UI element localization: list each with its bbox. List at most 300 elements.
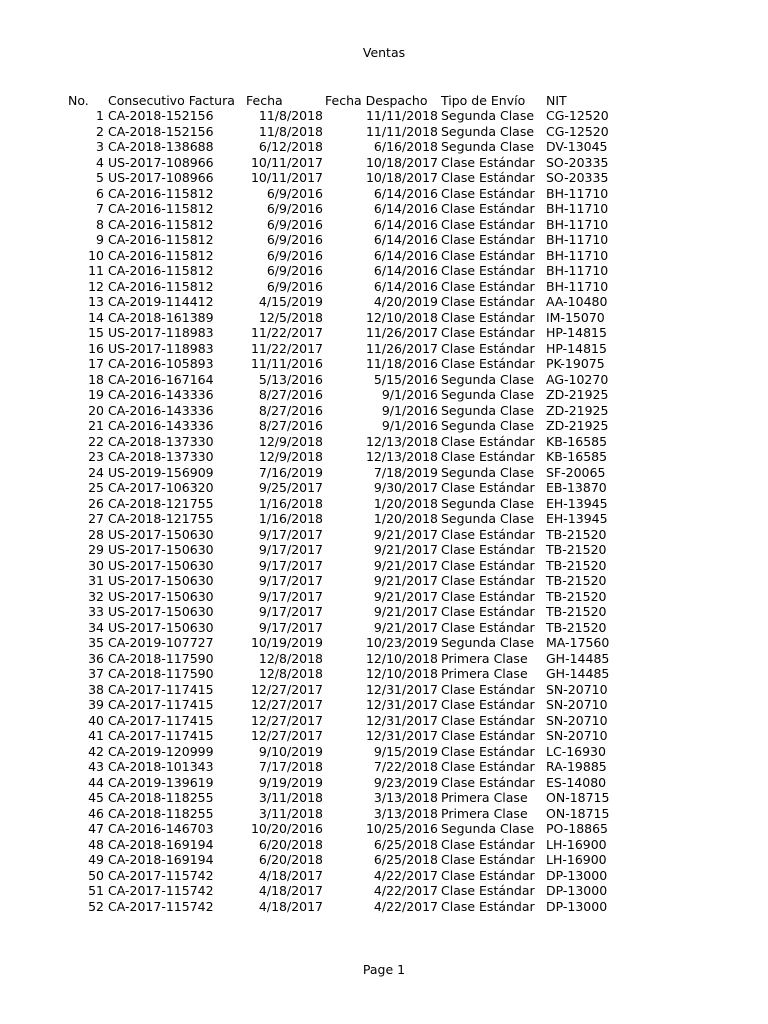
cell-no: 29 [88, 542, 104, 557]
cell-fecha: 6/12/2018 [258, 139, 323, 154]
cell-despacho: 11/26/2017 [365, 325, 438, 340]
cell-nit: BH-11710 [546, 185, 609, 201]
table-row [0, 899, 768, 915]
cell-factura: CA-2018-169194 [108, 836, 214, 852]
cell-factura: CA-2019-114412 [108, 294, 214, 309]
cell-despacho: 9/21/2017 [373, 604, 438, 619]
cell-despacho: 7/22/2018 [373, 759, 438, 774]
cell-despacho: 12/13/2018 [365, 449, 438, 464]
table-body [0, 108, 768, 914]
table-row [0, 682, 768, 698]
cell-factura: CA-2018-137330 [108, 433, 214, 449]
cell-nit: LH-16900 [546, 852, 607, 867]
cell-tipo: Primera Clase [441, 650, 528, 666]
cell-tipo: Clase Estándar [441, 185, 535, 201]
cell-factura: CA-2016-146703 [108, 821, 214, 836]
cell-factura: CA-2019-120999 [108, 743, 214, 759]
column-header-no: No. [68, 93, 89, 108]
cell-factura: CA-2016-115812 [108, 216, 214, 232]
cell-nit: BH-11710 [546, 278, 609, 294]
cell-nit: ZD-21925 [546, 402, 609, 418]
cell-nit: SF-20065 [546, 464, 606, 480]
table-row [0, 558, 768, 574]
table-row [0, 279, 768, 295]
cell-nit: HP-14815 [546, 340, 607, 356]
table-row [0, 589, 768, 605]
cell-tipo: Clase Estándar [441, 728, 535, 743]
cell-fecha: 1/16/2018 [258, 495, 323, 511]
table-row [0, 356, 768, 372]
table-row [0, 124, 768, 140]
cell-fecha: 5/13/2016 [258, 371, 323, 387]
cell-despacho: 7/18/2019 [373, 464, 438, 480]
cell-despacho: 9/21/2017 [373, 557, 438, 573]
cell-no: 36 [88, 650, 104, 666]
table-row [0, 651, 768, 667]
cell-nit: ZD-21925 [546, 418, 609, 433]
cell-factura: CA-2016-115812 [108, 232, 214, 247]
cell-fecha: 11/22/2017 [250, 325, 323, 340]
table-row [0, 108, 768, 124]
table-row [0, 310, 768, 326]
cell-no: 39 [88, 697, 104, 712]
cell-tipo: Clase Estándar [441, 449, 535, 464]
cell-nit: PO-18865 [546, 821, 608, 836]
cell-fecha: 6/9/2016 [266, 278, 323, 294]
cell-despacho: 6/16/2018 [373, 139, 438, 154]
cell-factura: CA-2018-161389 [108, 309, 214, 325]
cell-nit: HP-14815 [546, 325, 607, 340]
table-row [0, 697, 768, 713]
cell-fecha: 6/9/2016 [266, 263, 323, 278]
cell-despacho: 3/13/2018 [373, 790, 438, 805]
cell-nit: GH-14485 [546, 650, 610, 666]
cell-tipo: Clase Estándar [441, 759, 535, 774]
cell-nit: TB-21520 [546, 604, 607, 619]
cell-tipo: Segunda Clase [441, 464, 535, 480]
cell-tipo: Clase Estándar [441, 619, 535, 635]
cell-fecha: 12/9/2018 [258, 433, 323, 449]
cell-tipo: Clase Estándar [441, 573, 535, 588]
cell-factura: CA-2019-107727 [108, 635, 214, 650]
cell-tipo: Clase Estándar [441, 883, 535, 898]
cell-tipo: Clase Estándar [441, 433, 535, 449]
cell-nit: TB-21520 [546, 588, 607, 604]
cell-fecha: 11/22/2017 [250, 340, 323, 356]
cell-no: 45 [88, 790, 104, 805]
cell-despacho: 9/1/2016 [381, 418, 438, 433]
cell-tipo: Clase Estándar [441, 774, 535, 790]
cell-nit: AG-10270 [546, 371, 609, 387]
cell-tipo: Segunda Clase [441, 418, 535, 433]
cell-fecha: 9/17/2017 [258, 557, 323, 573]
cell-tipo: Clase Estándar [441, 852, 535, 867]
table-row [0, 759, 768, 775]
cell-tipo: Clase Estándar [441, 588, 535, 604]
cell-factura: US-2017-150630 [108, 557, 214, 573]
table-row [0, 635, 768, 651]
table-row [0, 434, 768, 450]
cell-despacho: 3/13/2018 [373, 805, 438, 821]
cell-no: 9 [96, 232, 104, 247]
cell-fecha: 10/11/2017 [250, 154, 323, 170]
cell-no: 28 [88, 526, 104, 542]
cell-despacho: 9/15/2019 [373, 743, 438, 759]
cell-fecha: 12/27/2017 [250, 697, 323, 712]
cell-nit: TB-21520 [546, 526, 607, 542]
cell-despacho: 11/18/2016 [365, 356, 438, 371]
cell-no: 2 [96, 123, 104, 139]
cell-factura: CA-2017-115742 [108, 898, 214, 914]
cell-factura: CA-2018-152156 [108, 108, 214, 123]
table-row [0, 542, 768, 558]
cell-tipo: Clase Estándar [441, 557, 535, 573]
table-row [0, 465, 768, 481]
cell-despacho: 4/22/2017 [373, 867, 438, 883]
cell-fecha: 9/17/2017 [258, 604, 323, 619]
cell-nit: LH-16900 [546, 836, 607, 852]
cell-fecha: 12/5/2018 [258, 309, 323, 325]
cell-despacho: 12/10/2018 [365, 666, 438, 681]
cell-nit: BH-11710 [546, 201, 609, 216]
cell-no: 20 [88, 402, 104, 418]
cell-tipo: Clase Estándar [441, 232, 535, 247]
cell-tipo: Clase Estándar [441, 201, 535, 216]
cell-no: 30 [88, 557, 104, 573]
cell-fecha: 6/9/2016 [266, 247, 323, 263]
cell-despacho: 12/31/2017 [365, 728, 438, 743]
cell-despacho: 10/23/2019 [365, 635, 438, 650]
cell-nit: BH-11710 [546, 216, 609, 232]
cell-despacho: 5/15/2016 [373, 371, 438, 387]
cell-no: 47 [88, 821, 104, 836]
cell-nit: TB-21520 [546, 619, 607, 635]
cell-despacho: 6/14/2016 [373, 232, 438, 247]
cell-factura: US-2017-150630 [108, 619, 214, 635]
table-row [0, 573, 768, 589]
cell-fecha: 9/19/2019 [258, 774, 323, 790]
cell-fecha: 4/15/2019 [258, 294, 323, 309]
cell-fecha: 6/9/2016 [266, 232, 323, 247]
cell-despacho: 9/23/2019 [373, 774, 438, 790]
cell-factura: CA-2018-121755 [108, 495, 214, 511]
cell-tipo: Segunda Clase [441, 821, 535, 836]
cell-fecha: 12/9/2018 [258, 449, 323, 464]
cell-factura: CA-2017-117415 [108, 681, 214, 697]
cell-no: 22 [88, 433, 104, 449]
cell-tipo: Segunda Clase [441, 387, 535, 402]
cell-tipo: Segunda Clase [441, 495, 535, 511]
cell-no: 43 [88, 759, 104, 774]
cell-nit: BH-11710 [546, 247, 609, 263]
cell-factura: CA-2017-117415 [108, 728, 214, 743]
table-row [0, 868, 768, 884]
cell-fecha: 6/20/2018 [258, 852, 323, 867]
cell-factura: US-2017-118983 [108, 340, 214, 356]
cell-tipo: Primera Clase [441, 666, 528, 681]
cell-despacho: 9/30/2017 [373, 480, 438, 495]
cell-factura: US-2017-150630 [108, 542, 214, 557]
cell-nit: DP-13000 [546, 883, 608, 898]
cell-factura: CA-2018-118255 [108, 805, 214, 821]
cell-factura: US-2017-150630 [108, 573, 214, 588]
cell-tipo: Clase Estándar [441, 542, 535, 557]
table-row [0, 527, 768, 543]
cell-fecha: 8/27/2016 [258, 402, 323, 418]
cell-despacho: 4/22/2017 [373, 883, 438, 898]
cell-tipo: Clase Estándar [441, 681, 535, 697]
cell-no: 44 [88, 774, 104, 790]
cell-despacho: 9/1/2016 [381, 387, 438, 402]
cell-fecha: 11/11/2016 [250, 356, 323, 371]
cell-factura: CA-2018-138688 [108, 139, 214, 154]
table-row [0, 201, 768, 217]
cell-fecha: 11/8/2018 [258, 108, 323, 123]
cell-no: 17 [88, 356, 104, 371]
cell-despacho: 6/25/2018 [373, 852, 438, 867]
cell-nit: DP-13000 [546, 898, 608, 914]
table-row [0, 496, 768, 512]
table-row [0, 790, 768, 806]
cell-fecha: 7/17/2018 [258, 759, 323, 774]
cell-nit: BH-11710 [546, 232, 609, 247]
table-row [0, 418, 768, 434]
cell-nit: MA-17560 [546, 635, 610, 650]
cell-no: 7 [96, 201, 104, 216]
cell-fecha: 4/18/2017 [258, 898, 323, 914]
cell-no: 21 [88, 418, 104, 433]
cell-despacho: 12/31/2017 [365, 681, 438, 697]
cell-fecha: 10/20/2016 [250, 821, 323, 836]
cell-tipo: Clase Estándar [441, 340, 535, 356]
cell-factura: CA-2018-121755 [108, 511, 214, 526]
cell-despacho: 6/14/2016 [373, 263, 438, 278]
cell-fecha: 8/27/2016 [258, 387, 323, 402]
cell-factura: CA-2019-139619 [108, 774, 214, 790]
cell-no: 24 [88, 464, 104, 480]
cell-no: 26 [88, 495, 104, 511]
cell-factura: CA-2018-137330 [108, 449, 214, 464]
column-header-fecha: Fecha [246, 93, 283, 108]
column-header-nit: NIT [546, 93, 567, 108]
cell-nit: KB-16585 [546, 433, 608, 449]
cell-no: 32 [88, 588, 104, 604]
table-row [0, 186, 768, 202]
cell-tipo: Clase Estándar [441, 604, 535, 619]
cell-fecha: 3/11/2018 [258, 805, 323, 821]
cell-factura: CA-2016-115812 [108, 263, 214, 278]
cell-fecha: 9/17/2017 [258, 619, 323, 635]
cell-despacho: 11/11/2018 [365, 123, 438, 139]
cell-nit: SO-20335 [546, 170, 609, 185]
table-header [0, 93, 768, 109]
cell-factura: CA-2018-152156 [108, 123, 214, 139]
table-row [0, 294, 768, 310]
cell-no: 51 [88, 883, 104, 898]
cell-factura: CA-2018-117590 [108, 650, 214, 666]
cell-fecha: 4/18/2017 [258, 867, 323, 883]
cell-despacho: 6/14/2016 [373, 201, 438, 216]
cell-factura: CA-2016-115812 [108, 185, 214, 201]
cell-fecha: 9/17/2017 [258, 588, 323, 604]
cell-factura: CA-2016-167164 [108, 371, 214, 387]
cell-fecha: 6/9/2016 [266, 201, 323, 216]
cell-nit: RA-19885 [546, 759, 607, 774]
cell-despacho: 1/20/2018 [373, 495, 438, 511]
cell-nit: ZD-21925 [546, 387, 609, 402]
cell-no: 34 [88, 619, 104, 635]
cell-factura: CA-2016-143336 [108, 402, 214, 418]
cell-tipo: Clase Estándar [441, 743, 535, 759]
cell-factura: CA-2016-105893 [108, 356, 214, 371]
cell-fecha: 9/17/2017 [258, 542, 323, 557]
table-row [0, 821, 768, 837]
cell-no: 52 [88, 898, 104, 914]
cell-tipo: Clase Estándar [441, 216, 535, 232]
cell-despacho: 10/18/2017 [365, 170, 438, 185]
cell-tipo: Segunda Clase [441, 108, 535, 123]
cell-factura: US-2017-108966 [108, 170, 214, 185]
cell-despacho: 6/14/2016 [373, 278, 438, 294]
cell-nit: TB-21520 [546, 573, 607, 588]
cell-nit: ES-14080 [546, 774, 607, 790]
table-row [0, 248, 768, 264]
cell-no: 10 [88, 247, 104, 263]
cell-no: 1 [96, 108, 104, 123]
cell-nit: EH-13945 [546, 511, 608, 526]
cell-fecha: 9/10/2019 [258, 743, 323, 759]
cell-despacho: 9/21/2017 [373, 573, 438, 588]
cell-tipo: Clase Estándar [441, 697, 535, 712]
cell-fecha: 12/27/2017 [250, 728, 323, 743]
cell-despacho: 4/20/2019 [373, 294, 438, 309]
cell-despacho: 12/13/2018 [365, 433, 438, 449]
cell-no: 13 [88, 294, 104, 309]
cell-despacho: 9/21/2017 [373, 619, 438, 635]
table-row [0, 232, 768, 248]
cell-nit: SO-20335 [546, 154, 609, 170]
cell-no: 3 [96, 139, 104, 154]
cell-no: 48 [88, 836, 104, 852]
cell-factura: US-2017-118983 [108, 325, 214, 340]
cell-no: 40 [88, 712, 104, 728]
cell-nit: BH-11710 [546, 263, 609, 278]
cell-nit: DP-13000 [546, 867, 608, 883]
cell-no: 46 [88, 805, 104, 821]
cell-nit: SN-20710 [546, 712, 608, 728]
table-row [0, 728, 768, 744]
cell-factura: CA-2017-115742 [108, 883, 214, 898]
cell-tipo: Clase Estándar [441, 278, 535, 294]
cell-despacho: 6/14/2016 [373, 216, 438, 232]
cell-despacho: 12/31/2017 [365, 712, 438, 728]
cell-despacho: 6/25/2018 [373, 836, 438, 852]
cell-nit: SN-20710 [546, 728, 608, 743]
cell-despacho: 1/20/2018 [373, 511, 438, 526]
cell-fecha: 12/27/2017 [250, 681, 323, 697]
cell-no: 14 [88, 309, 104, 325]
table-row [0, 744, 768, 760]
cell-nit: AA-10480 [546, 294, 608, 309]
cell-nit: DV-13045 [546, 139, 608, 154]
cell-factura: CA-2017-115742 [108, 867, 214, 883]
cell-factura: CA-2016-115812 [108, 201, 214, 216]
table-row [0, 511, 768, 527]
cell-fecha: 9/17/2017 [258, 526, 323, 542]
cell-fecha: 10/19/2019 [250, 635, 323, 650]
cell-tipo: Clase Estándar [441, 309, 535, 325]
cell-factura: CA-2016-115812 [108, 247, 214, 263]
cell-despacho: 6/14/2016 [373, 185, 438, 201]
cell-fecha: 10/11/2017 [250, 170, 323, 185]
column-header-factura: Consecutivo Factura [108, 93, 235, 108]
cell-no: 31 [88, 573, 104, 588]
page-number: Page 1 [362, 962, 406, 977]
cell-nit: TB-21520 [546, 557, 607, 573]
cell-fecha: 9/25/2017 [258, 480, 323, 495]
table-row [0, 217, 768, 233]
cell-tipo: Clase Estándar [441, 170, 535, 185]
cell-nit: SN-20710 [546, 681, 608, 697]
cell-no: 50 [88, 867, 104, 883]
cell-nit: IM-15070 [546, 309, 605, 325]
cell-tipo: Segunda Clase [441, 139, 535, 154]
table-row [0, 806, 768, 822]
cell-tipo: Clase Estándar [441, 898, 535, 914]
table-row [0, 775, 768, 791]
cell-despacho: 11/26/2017 [365, 340, 438, 356]
table-row [0, 620, 768, 636]
cell-tipo: Segunda Clase [441, 511, 535, 526]
cell-tipo: Clase Estándar [441, 294, 535, 309]
cell-tipo: Clase Estándar [441, 154, 535, 170]
cell-no: 8 [96, 216, 104, 232]
cell-tipo: Segunda Clase [441, 123, 535, 139]
cell-no: 37 [88, 666, 104, 681]
cell-no: 49 [88, 852, 104, 867]
cell-tipo: Segunda Clase [441, 402, 535, 418]
table-row [0, 403, 768, 419]
cell-fecha: 3/11/2018 [258, 790, 323, 805]
table-row [0, 480, 768, 496]
cell-fecha: 12/8/2018 [258, 666, 323, 681]
cell-factura: US-2017-150630 [108, 526, 214, 542]
table-row [0, 713, 768, 729]
cell-despacho: 12/31/2017 [365, 697, 438, 712]
table-row [0, 325, 768, 341]
cell-despacho: 9/1/2016 [381, 402, 438, 418]
table-row [0, 666, 768, 682]
cell-tipo: Primera Clase [441, 790, 528, 805]
cell-fecha: 6/20/2018 [258, 836, 323, 852]
cell-fecha: 1/16/2018 [258, 511, 323, 526]
cell-no: 23 [88, 449, 104, 464]
cell-factura: CA-2016-143336 [108, 387, 214, 402]
cell-tipo: Primera Clase [441, 805, 528, 821]
cell-no: 18 [88, 371, 104, 387]
cell-no: 33 [88, 604, 104, 619]
cell-factura: US-2017-150630 [108, 588, 214, 604]
cell-no: 19 [88, 387, 104, 402]
cell-nit: ON-18715 [546, 790, 610, 805]
cell-despacho: 10/25/2016 [365, 821, 438, 836]
cell-factura: CA-2016-143336 [108, 418, 214, 433]
table-row [0, 341, 768, 357]
cell-tipo: Segunda Clase [441, 371, 535, 387]
cell-fecha: 6/9/2016 [266, 185, 323, 201]
cell-no: 6 [96, 185, 104, 201]
table-row [0, 263, 768, 279]
